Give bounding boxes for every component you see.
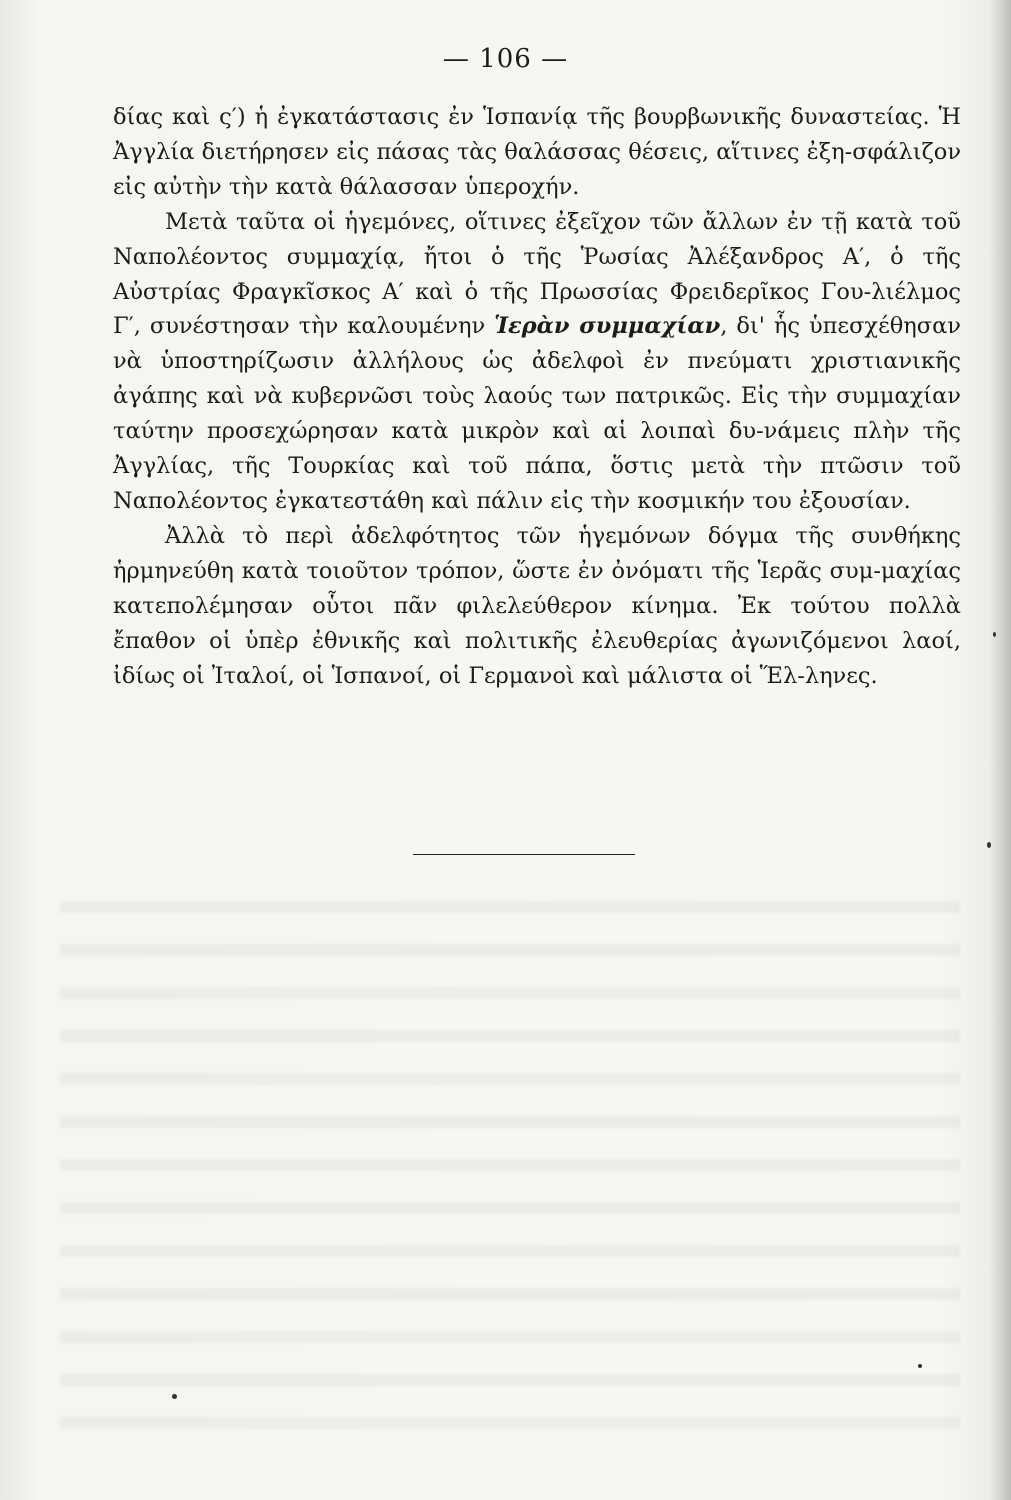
paragraph-1: δίας καὶ ς′) ἡ ἐγκατάστασις ἐν Ἱσπανίᾳ τῆς βουρβωνικῆς δυναστείας. Ἡ Ἀγγλία διετήρησεν εἰς πάσας τὰς θαλάσσας θέσεις, αἵτινες ἐξη-σφάλιζον εἰς αὐτὴν τὴν κατὰ θάλασσαν ὑπεροχήν. (113, 104, 961, 200)
paragraph-3: Ἀλλὰ τὸ περὶ ἀδελφότητος τῶν ἡγεμόνων δόγμα τῆς συνθήκης ἡρμηνεύθη κατὰ τοιοῦτον τρόπον, ὥστε ἐν ὀνόματι τῆς Ἱερᾶς συμ-μαχίας κατεπολέμησαν οὗτοι πᾶν φιλελεύθερον κίνημα. Ἐκ τούτου πολλὰ ἔπαθον οἱ ὑπὲρ ἐθνικῆς καὶ πολιτικῆς ἐλευθερίας ἀγωνιζόμενοι λαοί, ἰδίως οἱ Ἰταλοί, οἱ Ἱσπανοί, οἱ Γερμανοὶ καὶ μάλιστα οἱ Ἕλ-ληνες. (113, 522, 961, 689)
holy-alliance-emphasis: Ἱερὰν συμμαχίαν (494, 313, 721, 340)
ink-speck (918, 1364, 922, 1368)
paragraph-2-text-before: Μετὰ ταῦτα οἱ ἡγεμόνες, οἵτινες ἐξεῖχον τῶν ἄλλων ἐν τῇ κατὰ τοῦ Ναπολέοντος συμμαχίᾳ, ἤτοι ὁ τῆς Ῥωσίας Ἀλέξανδρος Α′, ὁ τῆς Αὐστρίας Φραγκῖσκος Α′ καὶ ὁ τῆς Πρωσσίας Φρειδερῖκος Γου-λιέλμος Γ′, συνέστησαν τὴν καλουμένην (113, 208, 961, 340)
page-number: — 106 — (442, 44, 569, 74)
page-edge-shadow (989, 0, 1011, 1500)
ink-speck (172, 1394, 177, 1399)
body-text (113, 100, 961, 693)
bleed-through-text (60, 880, 960, 1440)
ink-speck (993, 632, 996, 637)
section-end-rule (413, 854, 635, 855)
ink-speck (987, 842, 991, 848)
paragraph-2-text-after: , δι' ἧς ὑπεσχέθησαν νὰ ὑποστηρίζωσιν ἀλλήλους ὡς ἀδελφοὶ ἐν πνεύματι χριστιανικῆς ἀγάπης καὶ νὰ κυβερνῶσι τοὺς λαούς των πατρικῶς. Εἰς τὴν συμμαχίαν ταύτην προσεχώρησαν κατὰ μικρὸν καὶ αἱ λοιπαὶ δυ-νάμεις πλὴν τῆς Ἀγγλίας, τῆς Τουρκίας καὶ τοῦ πάπα, ὅστις μετὰ τὴν πτῶσιν τοῦ Ναπολέοντος ἐγκατεστάθη καὶ πάλιν εἰς τὴν κοσμικήν του ἐξουσίαν. (113, 313, 961, 514)
paragraph-2 (113, 205, 961, 519)
